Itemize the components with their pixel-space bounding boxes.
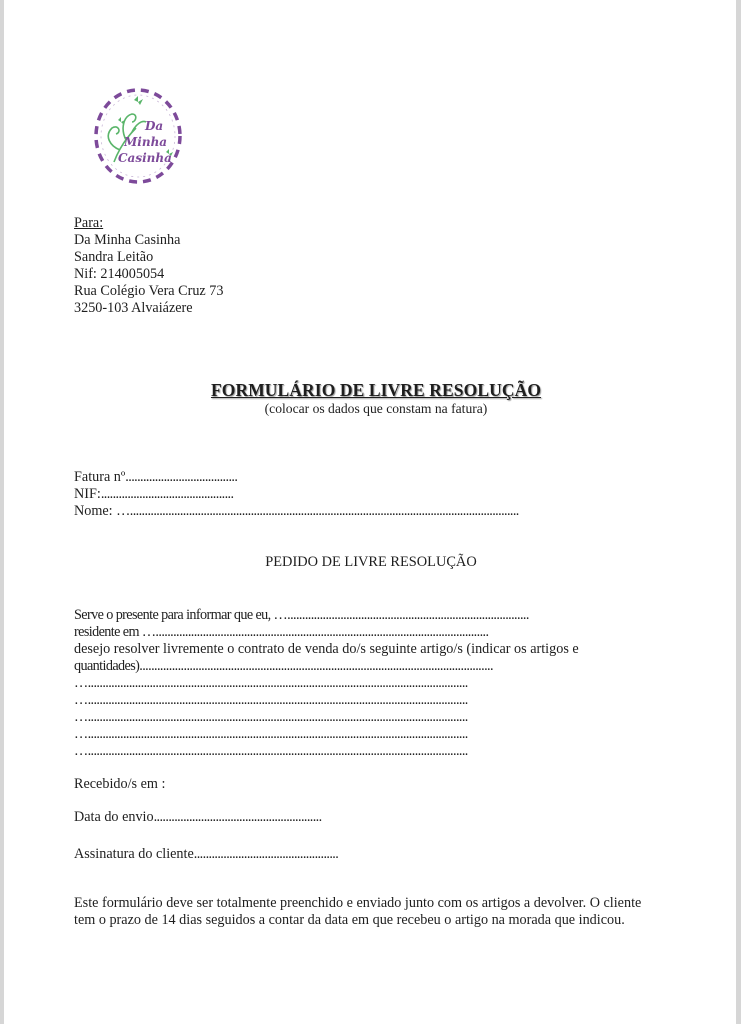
request-line-1-text: Serve o presente para informar que eu, ….................................................................................. [74, 607, 529, 623]
request-line-6[interactable] [74, 692, 666, 708]
request-line-2-text: residente em …................................................................................................................. [74, 624, 489, 640]
send-date-field[interactable] [74, 809, 368, 825]
logo-graphic [90, 84, 188, 190]
logo-line-3: Casinha [118, 151, 172, 165]
nome-label: Nome: [74, 503, 117, 519]
request-line-8[interactable] [74, 726, 666, 742]
recipient-street: Rua Colégio Vera Cruz 73 [74, 283, 224, 299]
request-line-7[interactable] [74, 709, 666, 725]
recipient-label: Para: [74, 215, 104, 231]
nome-input[interactable]: ….................................................................................................................................... [116, 503, 519, 519]
request-line-4[interactable] [74, 658, 666, 674]
signature-input[interactable]: ................................................. [193, 846, 339, 862]
received-label: Recebido/s em : [74, 776, 166, 792]
nif-input[interactable]: ............................................. [100, 486, 234, 502]
fatura-field[interactable] [74, 469, 282, 485]
send-date-label: Data do envio [74, 809, 154, 825]
request-line-4-text: quantidades)........................................................................................................................ [74, 658, 493, 674]
form-subtitle: (colocar os dados que constam na fatura) [264, 401, 488, 416]
request-line-6-text: …................................................................................................................................. [74, 692, 468, 708]
document-page [4, 0, 736, 1024]
form-title: FORMULÁRIO DE LIVRE RESOLUÇÃO [210, 380, 542, 400]
request-line-1[interactable] [74, 607, 664, 623]
recipient-company: Da Minha Casinha [74, 232, 181, 248]
recipient-postcode: 3250-103 Alvaiázere [74, 300, 193, 316]
request-line-7-text: …................................................................................................................................. [74, 709, 468, 725]
send-date-input[interactable]: ......................................................... [153, 809, 322, 825]
recipient-nif: Nif: 214005054 [74, 266, 165, 282]
nif-field[interactable] [74, 486, 275, 502]
request-line-5[interactable] [74, 675, 666, 691]
footer-note-line-1: Este formulário deve ser totalmente preenchido e enviado junto com os artigos a devolver. O cliente [74, 895, 642, 911]
request-line-8-text: …................................................................................................................................. [74, 726, 468, 742]
footer-note-line-2: tem o prazo de 14 dias seguidos a contar da data em que recebeu o artigo na morada que indicou. [74, 912, 625, 928]
request-line-3: desejo resolver livremente o contrato de venda do/s seguinte artigo/s (indicar os artigos e [74, 641, 579, 657]
signature-label: Assinatura do cliente [74, 846, 194, 862]
recipient-person: Sandra Leitão [74, 249, 154, 265]
request-line-5-text: …................................................................................................................................. [74, 675, 468, 691]
nome-field[interactable] [74, 503, 662, 519]
request-line-2[interactable] [74, 624, 660, 640]
logo-line-2: Minha [124, 135, 168, 149]
logo-line-1: Da [145, 119, 164, 133]
fatura-label: Fatura nº [74, 469, 126, 485]
request-heading: PEDIDO DE LIVRE RESOLUÇÃO [265, 554, 477, 570]
company-logo [90, 84, 188, 190]
request-line-9[interactable] [74, 743, 666, 759]
request-line-9-text: …................................................................................................................................. [74, 743, 468, 759]
nif-label: NIF: [74, 486, 101, 502]
signature-field[interactable] [74, 846, 366, 862]
fatura-input[interactable]: ...................................... [125, 469, 238, 485]
